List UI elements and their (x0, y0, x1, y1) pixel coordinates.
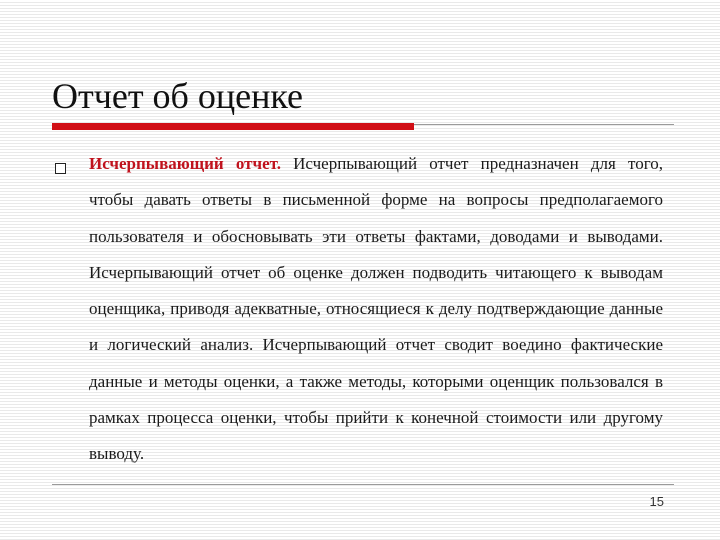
paragraph-body: Исчерпывающий отчет предназначен для того, чтобы давать ответы в письменной форме на вопросы предполагаемого пользователя и обосновывать эти ответы фактами, доводами и выводами. Исчерпывающий отчет об оценке должен подводить читающего к выводам оценщика, приводя адекватные, относящиеся к делу подтверждающие данные и логический анализ. Исчерпывающий отчет сводит воедино фактические данные и методы оценки, а также методы, которыми оценщик пользовался в рамках процесса оценки, чтобы прийти к конечной стоимости или другому выводу. (89, 154, 663, 464)
slide-title: Отчет об оценке (52, 76, 303, 116)
bullet-square-icon (55, 163, 66, 174)
bullet-paragraph (89, 146, 663, 473)
title-accent-bar (52, 123, 414, 130)
paragraph-lead-term: Исчерпывающий отчет. (89, 154, 281, 173)
footer-divider-line (52, 484, 674, 485)
page-number: 15 (649, 494, 664, 509)
